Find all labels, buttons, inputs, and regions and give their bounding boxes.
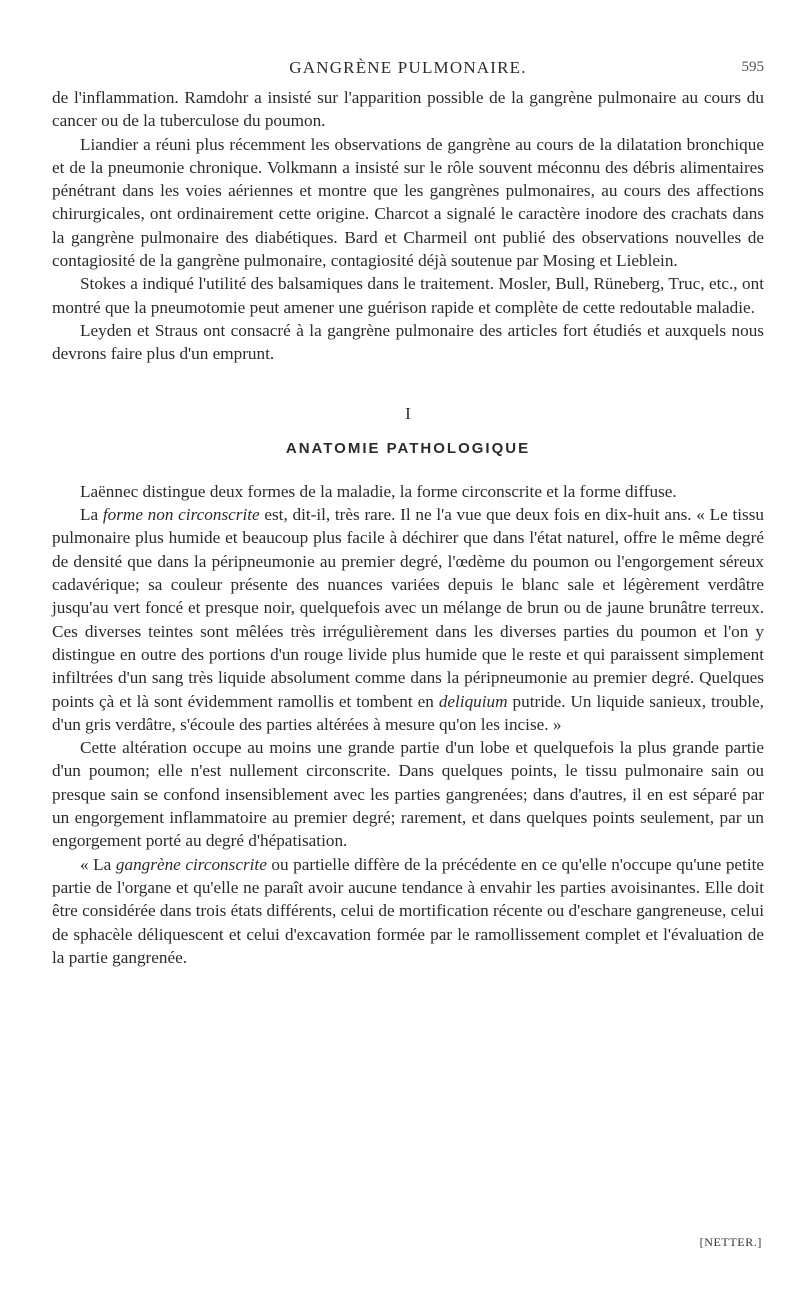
paragraph-alteration: Cette altération occupe au moins une grande partie d'un lobe et quelquefois la plus grande partie d'un poumon; elle n'est nullement circonscrite. Dans quelques points, le tissu pulmonaire sain ou presque sain se confond insensiblement avec les parties gangrenées; dans d'autres, il en est séparé par un engorgement inflammatoire au premier degré; rarement, et dans quelques points seulement, par un engorgement porté au degré d'hépatisation. — [52, 738, 764, 851]
running-head — [52, 58, 764, 84]
paragraph-forms: Laënnec distingue deux formes de la maladie, la forme circonscrite et la forme diffuse. — [80, 481, 677, 501]
text-run: est, dit-il, très rare. Il ne l'a vue que deux fois en dix-huit ans. « Le tissu pulmonaire plus humide et beaucoup plus facile à déchirer que dans l'état naturel, offre le même degré de densité que dans la péripneumonie au premier degré, l'œdème du poumon ou l'engorgement séreux cadavérique; sa couleur présente des nuances variées depuis le blanc sale et légèrement verdâtre jusqu'au vert foncé et presque noir, quelquefois avec un mélange de brun ou de jaune brunâtre terreux. Ces diverses teintes sont mêlées très irrégulièrement dans les diverses parties du poumon et l'on y distingue en outre des portions d'un rouge livide plus humide que le reste et qui paraissent simplement infiltrées d'un sang très liquide absolument comme dans la péripneumonie au premier degré. Quelques points çà et là sont évidemment ramollis et tombent en — [52, 505, 764, 711]
italic-term: gangrène circonscrite — [115, 854, 267, 874]
paragraph-intro-1: de l'inflammation. Ramdohr a insisté sur l'apparition possible de la gangrène pulmonaire au cours du cancer ou de la tuberculose du poumon. — [52, 88, 764, 131]
italic-term: forme non circonscrite — [102, 505, 260, 525]
page-number: 595 — [741, 59, 764, 75]
text-run: « La — [80, 854, 116, 874]
text-run: putride. Un liquide sanieux, trouble, d'un gris verdâtre, s'écoule des parties altérées à mesure qu'on les incise. » — [52, 691, 764, 734]
author-signature: [NETTER.] — [699, 1235, 762, 1249]
section-heading: ANATOMIE PATHOLOGIQUE — [285, 439, 531, 457]
running-title: GANGRÈNE PULMONAIRE. — [289, 58, 527, 77]
italic-term: deliquium — [438, 691, 508, 711]
text-run: La — [80, 505, 103, 525]
paragraph-intro-2: Liandier a réuni plus récemment les observations de gangrène au cours de la dilatation bronchique et de la pneumonie chronique. Volkmann a insisté sur le rôle souvent méconnu des débris alimentaires pénétrant dans les voies aériennes et montre que les gangrènes pulmonaires, au cours des affections chirurgicales, ont ordinairement cette origine. Charcot a signalé le caractère inodore des crachats dans la gangrène pulmonaire des diabétiques. Bard et Charmeil ont publié des observations nouvelles de contagiosité de la gangrène pulmonaire, contagiosité déjà soutenue par Mosing et Lieblein. — [52, 134, 764, 271]
paragraph-intro-4: Leyden et Straus ont consacré à la gangrène pulmonaire des articles fort étudiés et auxquels nous devrons faire plus d'un emprunt. — [52, 320, 764, 364]
text-run: ou partielle diffère de la précédente en ce qu'elle n'occupe qu'une petite partie de l'organe et qu'elle ne paraît avoir aucune tendance à envahir les parties avoisinantes. Elle doit être considérée dans trois états différents, celui de mortification récente ou d'eschare gangreneuse, celui de sphacèle déliquescent et celui d'excavation formée par le ramollissement complet et l'évaluation de la partie gangrenée. — [52, 854, 765, 967]
paragraph-intro-3: Stokes a indiqué l'utilité des balsamiques dans le traitement. Mosler, Bull, Rüneberg, Truc, etc., ont montré que la pneumotomie peut amener une guérison rapide et complète de cette redoutable maladie. — [52, 274, 764, 317]
section-numeral: I — [405, 403, 411, 423]
paragraph-circumscribed-form — [52, 853, 764, 969]
body-text — [52, 86, 764, 969]
paragraph-diffuse-form — [52, 503, 764, 736]
